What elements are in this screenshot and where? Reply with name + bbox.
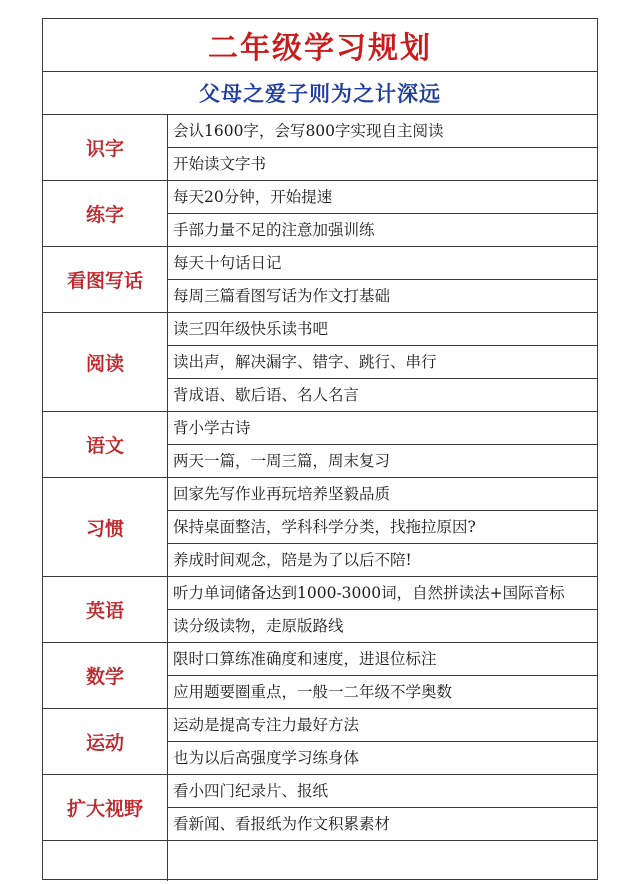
plan-section: [43, 181, 597, 247]
plan-item: 读分级读物，走原版路线: [168, 609, 597, 642]
plan-item: 每天20分钟，开始提速: [173, 188, 333, 206]
empty-label-cell: [43, 841, 168, 881]
plan-section: [43, 247, 597, 313]
plan-item: 两天一篇，一周三篇，周末复习: [168, 444, 597, 477]
plan-rows: [43, 115, 597, 841]
section-label: 扩大视野: [43, 775, 168, 840]
empty-content-cell: [168, 841, 597, 881]
plan-section: [43, 643, 597, 709]
plan-item: 读出声，解决漏字、错字、跳行、串行: [168, 345, 597, 378]
section-label: 阅读: [43, 313, 168, 411]
section-items: [168, 181, 597, 246]
section-items: [168, 478, 597, 576]
section-label: 练字: [43, 181, 168, 246]
section-label: 英语: [43, 577, 168, 642]
plan-section: [43, 709, 597, 775]
plan-item: 听力单词储备达到1000-3000词，自然拼读法+国际音标: [173, 584, 565, 602]
plan-section: [43, 478, 597, 577]
plan-item: 手部力量不足的注意加强训练: [168, 213, 597, 246]
plan-item: 背小学古诗: [173, 419, 251, 437]
section-label: 运动: [43, 709, 168, 774]
study-plan-table: [42, 18, 598, 880]
section-items: [168, 115, 597, 180]
section-label: 语文: [43, 412, 168, 477]
plan-section: [43, 775, 597, 841]
section-label: 数学: [43, 643, 168, 708]
section-label: 识字: [43, 115, 168, 180]
plan-section: [43, 412, 597, 478]
plan-section: [43, 115, 597, 181]
plan-item: 背成语、歇后语、名人名言: [168, 378, 597, 411]
section-label: 习惯: [43, 478, 168, 576]
plan-item: 开始读文字书: [168, 147, 597, 180]
section-items: [168, 412, 597, 477]
table-empty-row: [43, 841, 597, 881]
plan-item: 应用题要圈重点，一般一二年级不学奥数: [168, 675, 597, 708]
plan-item: 限时口算练准确度和速度，进退位标注: [173, 650, 437, 668]
section-items: [168, 775, 597, 840]
plan-item: 回家先写作业再玩培养坚毅品质: [173, 485, 391, 503]
plan-item: 会认1600字，会写800字实现自主阅读: [173, 122, 444, 140]
section-items: [168, 313, 597, 411]
plan-section: [43, 577, 597, 643]
plan-item: 每天十句话日记: [173, 254, 282, 272]
section-items: [168, 577, 597, 642]
plan-item: 养成时间观念，陪是为了以后不陪!: [168, 543, 597, 576]
section-items: [168, 643, 597, 708]
page-title: 二年级学习规划: [43, 19, 597, 72]
plan-item: 看小四门纪录片、报纸: [173, 782, 329, 800]
plan-item: 读三四年级快乐读书吧: [173, 320, 329, 338]
section-items: [168, 709, 597, 774]
plan-item: 看新闻、看报纸为作文积累素材: [168, 807, 597, 840]
plan-item: 也为以后高强度学习练身体: [168, 741, 597, 774]
plan-item: 保持桌面整洁，学科科学分类，找拖拉原因?: [168, 510, 597, 543]
plan-item: 每周三篇看图写话为作文打基础: [168, 279, 597, 312]
plan-item: 运动是提高专注力最好方法: [173, 716, 360, 734]
section-label: 看图写话: [43, 247, 168, 312]
section-items: [168, 247, 597, 312]
plan-section: [43, 313, 597, 412]
page-subtitle: 父母之爱子则为之计深远: [43, 72, 597, 115]
